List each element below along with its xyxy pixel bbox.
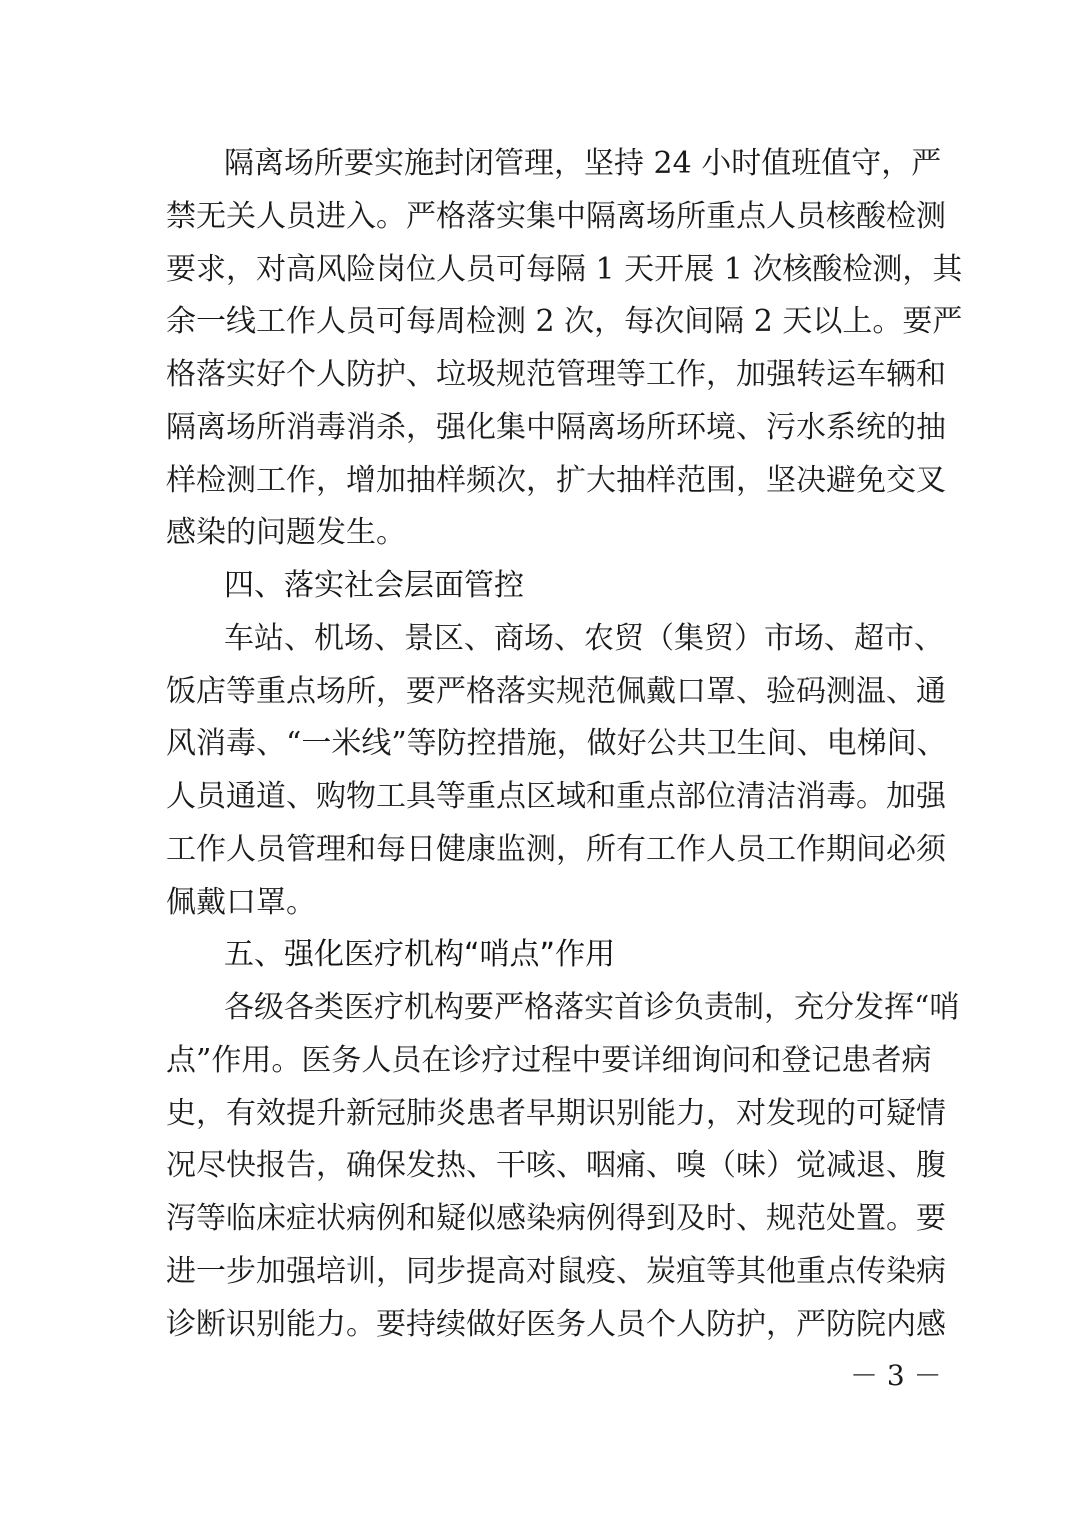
paragraph-line: 要求，对高风险岗位人员可每隔 1 天开展 1 次核酸检测，其 [166,252,963,287]
paragraph-line: 点”作用。医务人员在诊疗过程中要详细询问和登记患者病 [166,1043,932,1078]
page-number: － 3 － [850,1359,942,1392]
paragraph-line: 进一步加强培训，同步提高对鼠疫、炭疽等其他重点传染病 [166,1254,946,1289]
paragraph-line: 人员通道、购物工具等重点区域和重点部位清洁消毒。加强 [166,779,946,814]
paragraph-line: 泻等临床症状病例和疑似感染病例得到及时、规范处置。要 [166,1201,946,1236]
paragraph-line: 佩戴口罩。 [166,885,316,920]
paragraph-line: 工作人员管理和每日健康监测，所有工作人员工作期间必须 [166,832,946,867]
paragraph-line: 余一线工作人员可每周检测 2 次，每次间隔 2 天以上。要严 [166,304,963,339]
section-heading: 五、强化医疗机构“哨点”作用 [224,937,616,972]
paragraph-line: 隔离场所要实施封闭管理，坚持 24 小时值班值守，严 [224,146,942,181]
paragraph-line: 诊断识别能力。要持续做好医务人员个人防护，严防院内感 [166,1307,946,1342]
section-heading: 四、落实社会层面管控 [224,568,524,603]
paragraph-line: 隔离场所消毒消杀，强化集中隔离场所环境、污水系统的抽 [166,410,946,445]
paragraph-line: 史，有效提升新冠肺炎患者早期识别能力，对发现的可疑情 [166,1096,946,1131]
paragraph-line: 风消毒、“一米线”等防控措施，做好公共卫生间、电梯间、 [166,726,947,761]
paragraph-line: 各级各类医疗机构要严格落实首诊负责制，充分发挥“哨 [224,990,960,1025]
paragraph-line: 样检测工作，增加抽样频次，扩大抽样范围，坚决避免交叉 [166,463,946,498]
paragraph-line: 车站、机场、景区、商场、农贸（集贸）市场、超市、 [224,621,944,656]
paragraph-line: 禁无关人员进入。严格落实集中隔离场所重点人员核酸检测 [166,199,946,234]
paragraph-line: 饭店等重点场所，要严格落实规范佩戴口罩、验码测温、通 [166,674,946,709]
paragraph-line: 况尽快报告，确保发热、干咳、咽痛、嗅（味）觉减退、腹 [166,1148,946,1183]
paragraph-line: 格落实好个人防护、垃圾规范管理等工作，加强转运车辆和 [166,357,946,392]
paragraph-line: 感染的问题发生。 [166,515,406,550]
